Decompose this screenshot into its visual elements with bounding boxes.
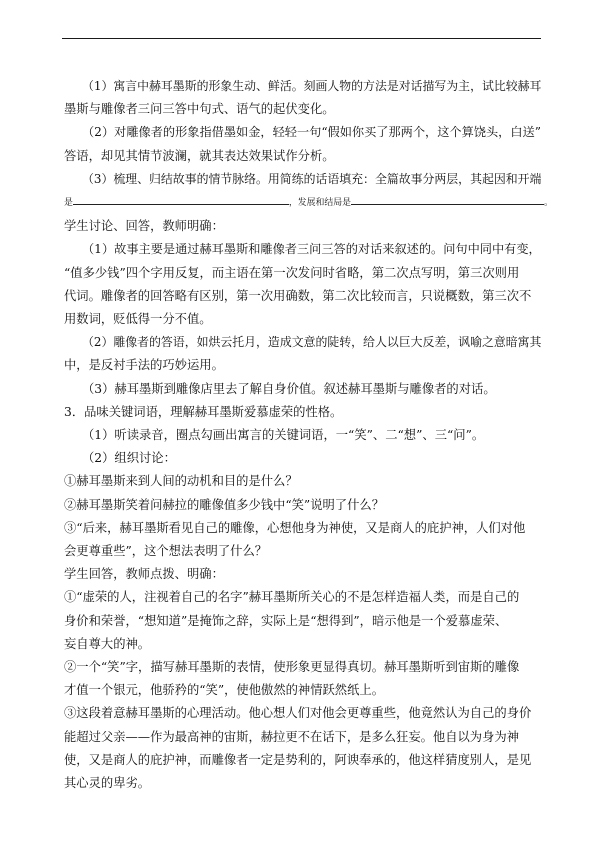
text-line: 其心灵的卑劣。: [64, 776, 151, 791]
text-line: “值多少钱”四个字用反复，而主语在第一次发问时省略，第二次点写明，第三次则用: [64, 265, 520, 280]
text-line: ②一个“笑”字，描写赫耳墨斯的表情，使形象更显得真切。赫耳墨斯听到宙斯的雕像: [64, 660, 520, 675]
text-line: 会更尊重些”，这个想法表明了什么？: [64, 544, 268, 559]
text-line: （3）梳理、归结故事的情节脉络。用简练的话语填充：全篇故事分两层，其起因和开端: [82, 171, 542, 186]
text-line: ③“后来，赫耳墨斯看见自己的雕像，心想他身为神使，又是商人的庇护神，人们对他: [64, 520, 526, 535]
fill-in-line: [64, 191, 553, 215]
text-line: 妄自尊大的神。: [64, 636, 151, 651]
text-line: 才值一个银元，他骄矜的“笑”，使他傲然的神情跃然纸上。: [64, 683, 384, 698]
document-body: [64, 75, 553, 795]
text-line: 3．品味关键词语，理解赫耳墨斯爱慕虚荣的性格。: [64, 404, 343, 419]
fill-in-blank-cause[interactable]: [73, 191, 289, 205]
text-line: （2）对雕像者的形象指借墨如金，轻轻一句“假如你买了那两个，这个算饶头，白送”: [82, 125, 541, 140]
text-line: 学生回答，教师点拨、明确：: [64, 567, 224, 582]
text-line: 答语，却见其情节波澜，就其表达效果试作分析。: [64, 148, 335, 163]
text-line: （3）赫耳墨斯到雕像店里去了解自身价值。叙述赫耳墨斯与雕像者的对话。: [82, 381, 496, 396]
fill-in-middle: ，发展和结局是: [288, 198, 351, 209]
text-line: （1）故事主要是通过赫耳墨斯和雕像者三问三答的对话来叙述的。问句中同中有变，: [82, 242, 541, 257]
text-line: ③这段着意赫耳墨斯的心理活动。他心想人们对他会更尊重些，他竟然认为自己的身价: [64, 706, 532, 721]
header-rule: [62, 38, 541, 39]
text-line: 身价和荣誉，“想知道”是掩饰之辞，实际上是“想得到”，暗示他是一个爱慕虚荣、: [64, 613, 508, 628]
text-line: ②赫耳墨斯笑着问赫拉的雕像值多少钱中“笑”说明了什么？: [64, 497, 384, 512]
text-line: （1）听读录音，圈点勾画出寓言的关键词语，一“笑”、二“想”、三“问”。: [82, 428, 485, 443]
text-line: （2）组织讨论：: [82, 451, 176, 466]
fill-in-suffix: 。: [544, 198, 553, 209]
text-line: 使，又是商人的庇护神，而雕像者一定是势利的，阿谀奉承的，他这样猜度别人，是见: [64, 752, 532, 767]
text-line: 能超过父亲——作为最高神的宙斯，赫拉更不在话下，是多么狂妄。他自以为身为神: [64, 729, 519, 744]
fill-in-blank-result[interactable]: [351, 191, 544, 205]
text-line: （1）寓言中赫耳墨斯的形象生动、鲜活。刻画人物的方法是对话描写为主，试比较赫耳: [82, 79, 542, 93]
text-line: 用数词，贬低得一分不值。: [64, 312, 212, 327]
text-line: 学生讨论、回答，教师明确：: [64, 219, 224, 234]
text-line: 代词。雕像者的回答略有区别，第一次用确数，第二次比较而言，只说概数，第三次不: [64, 288, 532, 303]
text-line: （2）雕像者的答语，如烘云托月，造成文意的陡转，给人以巨大反差，讽喻之意暗寓其: [82, 335, 542, 350]
text-line: ①赫耳墨斯来到人间的动机和目的是什么？: [64, 474, 298, 489]
fill-in-prefix: 是: [64, 198, 73, 209]
text-line: 墨斯与雕像者三问三答中句式、语气的起伏变化。: [64, 102, 335, 117]
text-line: ①“虚荣的人，注视着自己的名字”赫耳墨斯所关心的不是怎样造福人类，而是自己的: [64, 590, 520, 605]
text-line: 中，是反衬手法的巧妙运用。: [64, 358, 224, 373]
